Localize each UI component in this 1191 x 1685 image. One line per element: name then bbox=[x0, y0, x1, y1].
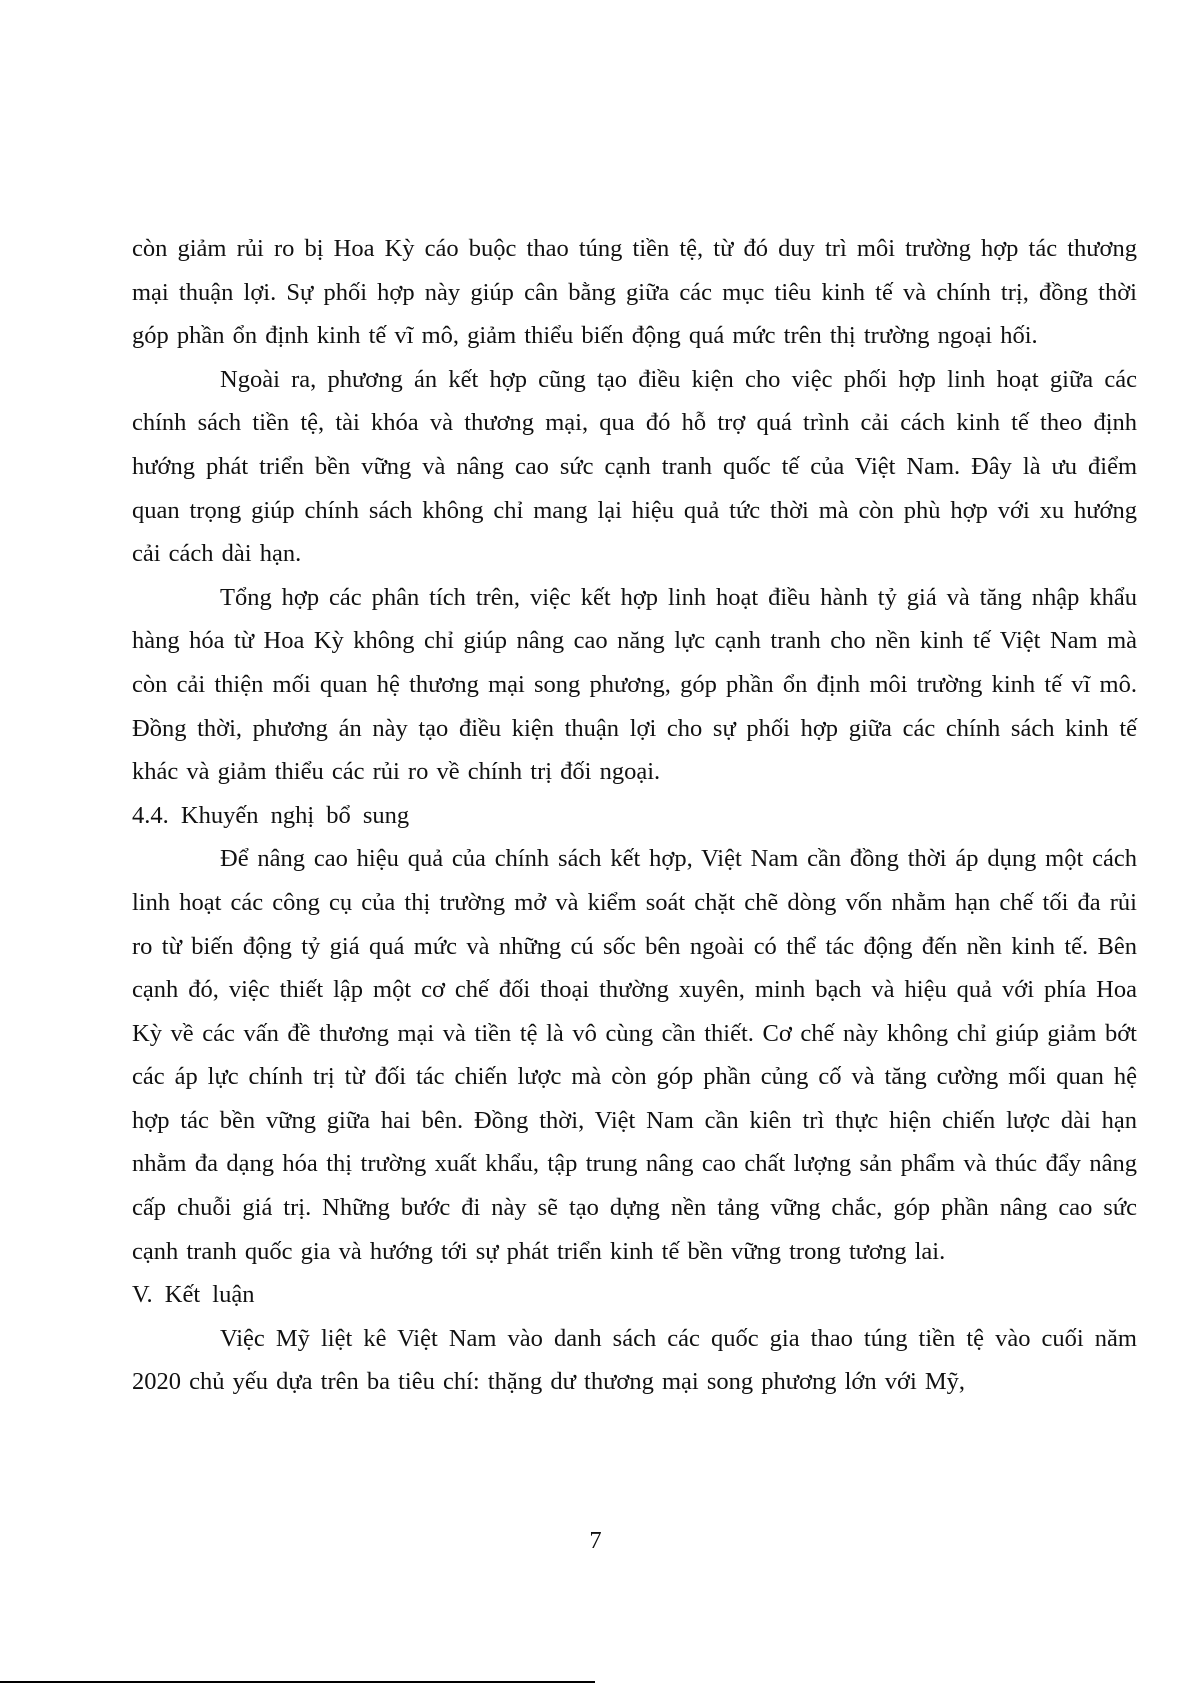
paragraph-conclusion: Việc Mỹ liệt kê Việt Nam vào danh sách các quốc gia thao túng tiền tệ vào cuối năm 2020 chủ yếu dựa trên ba tiêu chí: thặng dư thương mại song phương lớn với Mỹ, bbox=[132, 1324, 1137, 1396]
paragraph-recommendations: Để nâng cao hiệu quả của chính sách kết hợp, Việt Nam cần đồng thời áp dụng một cách linh hoạt các công cụ của thị trường mở và kiểm soát chặt chẽ dòng vốn nhằm hạn chế tối đa rủi ro từ biến động tỷ giá quá mức và những cú sốc bên ngoài có thể tác động đến nền kinh tế. Bên cạnh đó, việc thiết lập một cơ chế đối thoại thường xuyên, minh bạch và hiệu quả với phía Hoa Kỳ về các vấn đề thương mại và tiền tệ là vô cùng cần thiết. Cơ chế này không chỉ giúp giảm bớt các áp lực chính trị từ đối tác chiến lược mà còn góp phần củng cố và tăng cường mối quan hệ hợp tác bền vững giữa hai bên. Đồng thời, Việt Nam cần kiên trì thực hiện chiến lược dài hạn nhằm đa dạng hóa thị trường xuất khẩu, tập trung nâng cao chất lượng sản phẩm và thúc đẩy nâng cấp chuỗi giá trị. Những bước đi này sẽ tạo dựng nền tảng vững chắc, góp phần nâng cao sức cạnh tranh quốc gia và hướng tới sự phát triển kinh tế bền vững trong tương lai. bbox=[132, 845, 1137, 1265]
section-heading-4-4: 4.4. Khuyến nghị bổ sung bbox=[132, 801, 410, 829]
paragraph-combined-policy: Ngoài ra, phương án kết hợp cũng tạo điều kiện cho việc phối hợp linh hoạt giữa các chính sách tiền tệ, tài khóa và thương mại, qua đó hỗ trợ quá trình cải cách kinh tế theo định hướng phát triển bền vững và nâng cao sức cạnh tranh quốc tế của Việt Nam. Đây là ưu điểm quan trọng giúp chính sách không chỉ mang lại hiệu quả tức thời mà còn phù hợp với xu hướng cải cách dài hạn. bbox=[132, 365, 1137, 568]
paragraph-exchange-rate-cooperation: còn giảm rủi ro bị Hoa Kỳ cáo buộc thao túng tiền tệ, từ đó duy trì môi trường hợp tác thương mại thuận lợi. Sự phối hợp này giúp cân bằng giữa các mục tiêu kinh tế và chính trị, đồng thời góp phần ổn định kinh tế vĩ mô, giảm thiểu biến động quá mức trên thị trường ngoại hối. bbox=[132, 235, 1137, 350]
section-heading-conclusion: V. Kết luận bbox=[132, 1281, 255, 1309]
page-body bbox=[132, 227, 1137, 1404]
footnote-separator-line bbox=[0, 1681, 595, 1683]
page-number: 7 bbox=[589, 1527, 602, 1554]
paragraph-summary-analysis: Tổng hợp các phân tích trên, việc kết hợp linh hoạt điều hành tỷ giá và tăng nhập khẩu hàng hóa từ Hoa Kỳ không chỉ giúp nâng cao năng lực cạnh tranh cho nền kinh tế Việt Nam mà còn cải thiện mối quan hệ thương mại song phương, góp phần ổn định môi trường kinh tế vĩ mô. Đồng thời, phương án này tạo điều kiện thuận lợi cho sự phối hợp giữa các chính sách kinh tế khác và giảm thiểu các rủi ro về chính trị đối ngoại. bbox=[132, 583, 1137, 786]
